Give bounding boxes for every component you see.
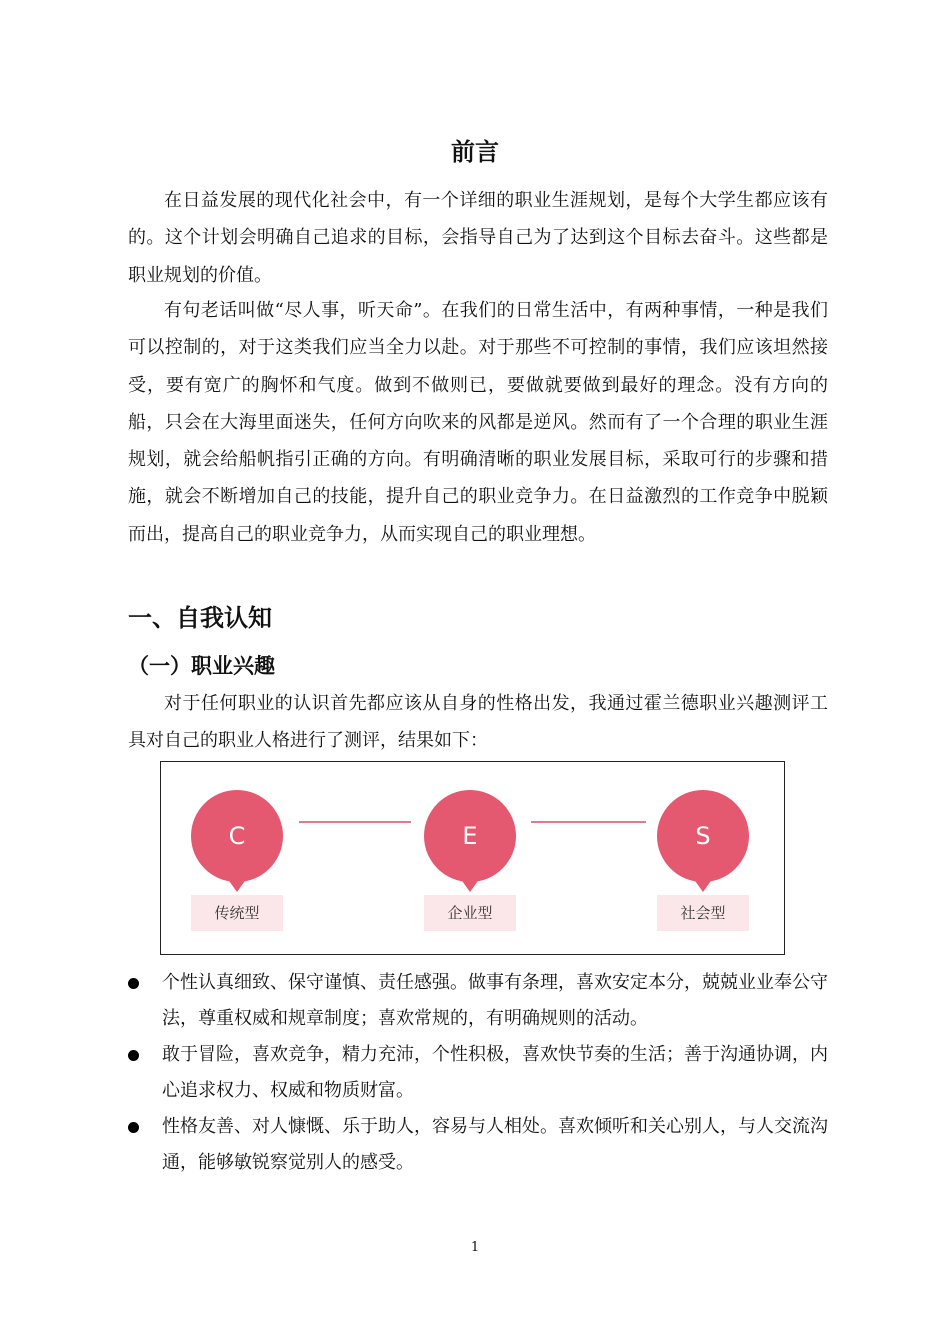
holland-type-label: 传统型 [191,895,283,931]
holland-letter-circle: C [191,790,283,882]
connector-line [299,821,411,823]
bullet-text: 性格友善、对人慷慨、乐于助人，容易与人相处。喜欢倾听和关心别人，与人交流沟通，能够敏锐察觉别人的感受。 [162,1116,828,1173]
holland-node-e [424,790,516,882]
holland-node-c [191,790,283,882]
list-item [128,1037,828,1109]
pointer-triangle-icon [460,878,480,892]
bullet-text: 敢于冒险，喜欢竞争，精力充沛，个性积极，喜欢快节奏的生活；善于沟通协调，内心追求权力、权威和物质财富。 [162,1044,828,1101]
connector-line [531,821,646,823]
holland-node-s [657,790,749,882]
preface-paragraph-2: 有句老话叫做“尽人事，听天命”。在我们的日常生活中，有两种事情，一种是我们可以控制的，对于这类我们应当全力以赴。对于那些不可控制的事情，我们应该坦然接受，要有宽广的胸怀和气度。做到不做则已，要做就要做到最好的理念。没有方向的船，只会在大海里面迷失，任何方向吹来的风都是逆风。然而有了一个合理的职业生涯规划，就会给船帆指引正确的方向。有明确清晰的职业发展目标，采取可行的步骤和措施，就会不断增加自己的技能，提升自己的职业竞争力。在日益激烈的工作竞争中脱颖而出，提高自己的职业竞争力，从而实现自己的职业理想。 [128,300,828,545]
holland-code-figure [160,761,785,955]
holland-letter-circle: E [424,790,516,882]
bullet-text: 个性认真细致、保守谨慎、责任感强。做事有条理，喜欢安定本分，兢兢业业奉公守法，尊重权威和规章制度；喜欢常规的，有明确规则的活动。 [162,972,828,1029]
subsection-heading-career-interest: （一）职业兴趣 [128,654,275,678]
holland-letter-circle: S [657,790,749,882]
interest-intro-paragraph: 对于任何职业的认识首先都应该从自身的性格出发，我通过霍兰德职业兴趣测评工具对自己的职业人格进行了测评，结果如下： [128,693,828,752]
list-item [128,965,828,1037]
bullet-dot-icon [128,1050,139,1061]
section-heading-self-awareness: 一、自我认知 [128,604,272,632]
personality-bullet-list [128,965,828,1181]
page-title: 前言 [451,138,499,166]
holland-type-label: 社会型 [657,895,749,931]
holland-type-label: 企业型 [424,895,516,931]
pointer-triangle-icon [227,878,247,892]
bullet-dot-icon [128,1122,139,1133]
pointer-triangle-icon [693,878,713,892]
preface-paragraph-1: 在日益发展的现代化社会中，有一个详细的职业生涯规划，是每个大学生都应该有的。这个计划会明确自己追求的目标，会指导自己为了达到这个目标去奋斗。这些都是职业规划的价值。 [128,190,828,286]
bullet-dot-icon [128,978,139,989]
list-item [128,1109,828,1181]
page-number: 1 [470,1240,480,1255]
